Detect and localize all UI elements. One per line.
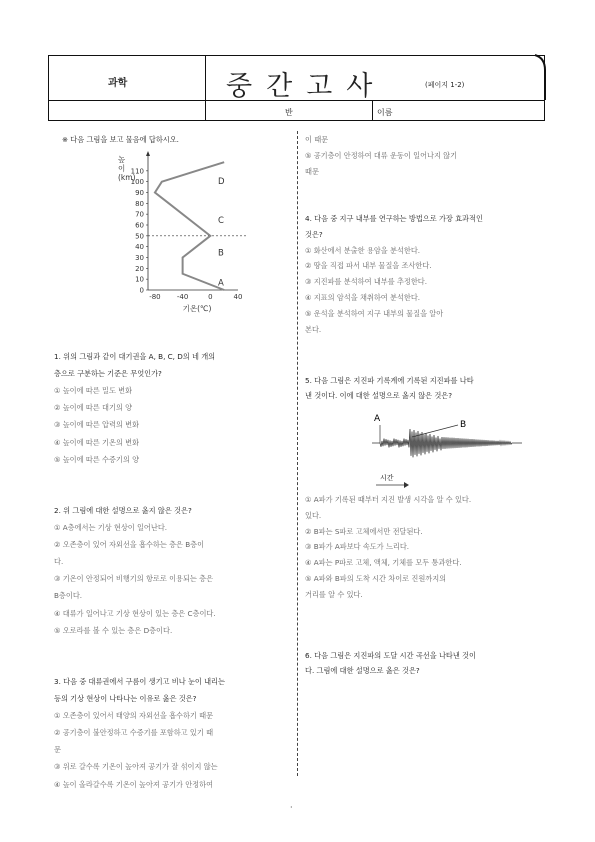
text-line: ① 높이에 따른 밀도 변화	[54, 386, 133, 396]
text-line: 4. 다음 중 지구 내부를 연구하는 방법으로 가장 효과적인	[305, 214, 483, 223]
text-line: ④ 대류가 일어나고 기상 현상이 있는 층은 C층이다.	[54, 608, 216, 618]
layer-label: C	[218, 215, 224, 226]
text-line: 등의 기상 현상이 나타나는 이유로 옳은 것은?	[54, 694, 197, 703]
y-tick-label: 10	[135, 275, 144, 284]
x-axis-label: 기온(℃)	[182, 304, 212, 313]
x-tick-label: 40	[233, 293, 243, 301]
text-line: 3. 다음 중 대류권에서 구름이 생기고 비나 눈이 내리는	[54, 676, 225, 686]
y-tick-label: 80	[135, 199, 144, 208]
subject-label: 과학	[108, 78, 128, 89]
x-tick-label: -80	[149, 293, 161, 301]
text-line: 1. 위의 그림과 같이 대기권을 A, B, C, D의 네 개의	[54, 352, 216, 361]
text-line: B층이다.	[54, 591, 83, 601]
temperature-curve	[155, 162, 224, 290]
x-axis	[148, 290, 242, 313]
text-line: 낸 것이다. 이에 대한 설명으로 옳지 않은 것은?	[305, 391, 453, 400]
intro-text: ※ 다음 그림을 보고 물음에 답하시오.	[62, 135, 179, 144]
text-line: 5. 다음 그림은 지진파 기록계에 기록된 지진파를 나타	[305, 376, 474, 385]
y-axis-label: 높	[118, 155, 126, 164]
footer-dot: ·	[290, 803, 293, 812]
class-label: 반	[285, 108, 293, 117]
text-line: ② 오존층이 있어 자외선을 흡수하는 층은 B층이	[54, 540, 205, 550]
text-line: ② 땅을 직접 파서 내부 물질을 조사한다.	[305, 261, 432, 271]
seismogram	[372, 413, 527, 493]
page-range: (페이지 1-2)	[425, 81, 465, 89]
text-line: ④ 높이 올라갈수록 기온이 높아져 공기가 안정하여	[54, 779, 214, 789]
text-line: ① 화산에서 분출한 용암을 분석한다.	[305, 245, 421, 255]
header-divider	[205, 55, 206, 121]
text-line: ① A층에서는 기상 현상이 일어난다.	[54, 523, 168, 532]
text-line: ① A파가 기록된 때부터 지진 발생 시각을 알 수 있다.	[305, 495, 472, 504]
text-line: 것은?	[305, 229, 323, 239]
layer-label: B	[218, 248, 224, 259]
y-tick-label: 100	[130, 178, 144, 187]
text-line: ② B파는 S파로 고체에서만 전달된다.	[305, 526, 423, 536]
page-title: 중간고사	[226, 71, 387, 102]
y-tick-label: 110	[130, 167, 144, 176]
text-line: ④ 높이에 따른 기온의 변화	[54, 437, 140, 447]
layer-label: A	[218, 278, 224, 289]
text-line: 2. 위 그림에 대한 설명으로 옳지 않은 것은?	[54, 505, 192, 515]
text-line: 때문	[305, 166, 319, 176]
wave-label-b: B	[460, 420, 467, 430]
text-line: 본다.	[305, 324, 322, 334]
y-tick-label: 40	[135, 243, 144, 252]
text-line: ⑤ 운석을 분석하여 지구 내부의 물질을 알아	[305, 308, 444, 318]
y-tick-label: 50	[135, 232, 144, 241]
header-subrow	[48, 101, 545, 121]
wave-b-pointer	[412, 425, 458, 437]
text-line: 거리를 알 수 있다.	[305, 589, 363, 599]
text-line: ⑤ 공기층이 안정하여 대류 운동이 일어나지 않기	[305, 150, 458, 160]
text-line: ② 높이에 따른 대기의 양	[54, 403, 133, 413]
text-line: ③ 높이에 따른 압력의 변화	[54, 420, 140, 430]
text-line: 이 때문	[305, 135, 329, 144]
y-tick-label: 20	[135, 264, 144, 273]
text-line: ③ 지진파를 분석하여 내부를 추정한다.	[305, 277, 428, 287]
text-line: 있다.	[305, 510, 322, 520]
y-tick-label: 90	[135, 189, 144, 197]
y-tick-label: 70	[135, 210, 144, 219]
wave-label-a: A	[374, 414, 381, 424]
x-tick-label: 0	[208, 293, 213, 301]
text-line: ③ B파가 A파보다 속도가 느리다.	[305, 542, 410, 552]
text-line: 문	[54, 745, 61, 755]
text-line: 다. 그림에 대한 설명으로 옳은 것은?	[305, 666, 420, 675]
y-axis	[118, 151, 150, 295]
text-line: 층으로 구분하는 기준은 무엇인가?	[54, 369, 162, 379]
column-divider	[297, 131, 298, 776]
text-line: ⑤ A파와 B파의 도착 시간 차이로 진원까지의	[305, 574, 447, 583]
page-curl-icon	[533, 52, 547, 102]
text-line: ③ 기온이 안정되어 비행기의 항로로 이용되는 층은	[54, 574, 214, 584]
x-tick-label: -40	[176, 293, 189, 301]
time-arrow-head-icon	[404, 482, 409, 488]
text-line: ⑤ 오로라를 볼 수 있는 층은 D층이다.	[54, 625, 173, 635]
text-line: 다.	[54, 557, 64, 567]
y-tick-label: 0	[139, 286, 144, 295]
atmosphere-graph	[100, 150, 250, 330]
text-line: 6. 다음 그림은 지진파의 도달 시간 곡선을 나타낸 것이	[305, 651, 476, 660]
text-line: ④ A파는 P파로 고체, 액체, 기체를 모두 통과한다.	[305, 558, 462, 568]
layer-label: D	[218, 176, 225, 187]
name-divider	[372, 101, 373, 121]
y-axis-label: (km)	[118, 173, 136, 182]
text-line: ② 공기층이 불안정하고 수증기를 포함하고 있기 때	[54, 728, 214, 738]
name-label: 이름	[377, 108, 393, 117]
text-line: ④ 지표의 암석을 채취하여 분석한다.	[305, 293, 421, 302]
y-axis-label: 이	[118, 164, 126, 173]
y-tick-label: 60	[135, 221, 144, 230]
text-line: ① 오존층이 있어서 태양의 자외선을 흡수하기 때문	[54, 711, 214, 721]
seismic-wave-trace	[372, 429, 522, 457]
y-tick-label: 30	[135, 254, 144, 262]
time-label: 시간	[380, 474, 394, 482]
plot-area	[148, 162, 246, 290]
text-line: ③ 위로 갈수록 기온이 높아져 공기가 잘 섞이지 않는	[54, 762, 218, 772]
y-axis-arrow-icon	[146, 151, 150, 156]
text-line: ⑤ 높이에 따른 수증기의 양	[54, 454, 140, 464]
